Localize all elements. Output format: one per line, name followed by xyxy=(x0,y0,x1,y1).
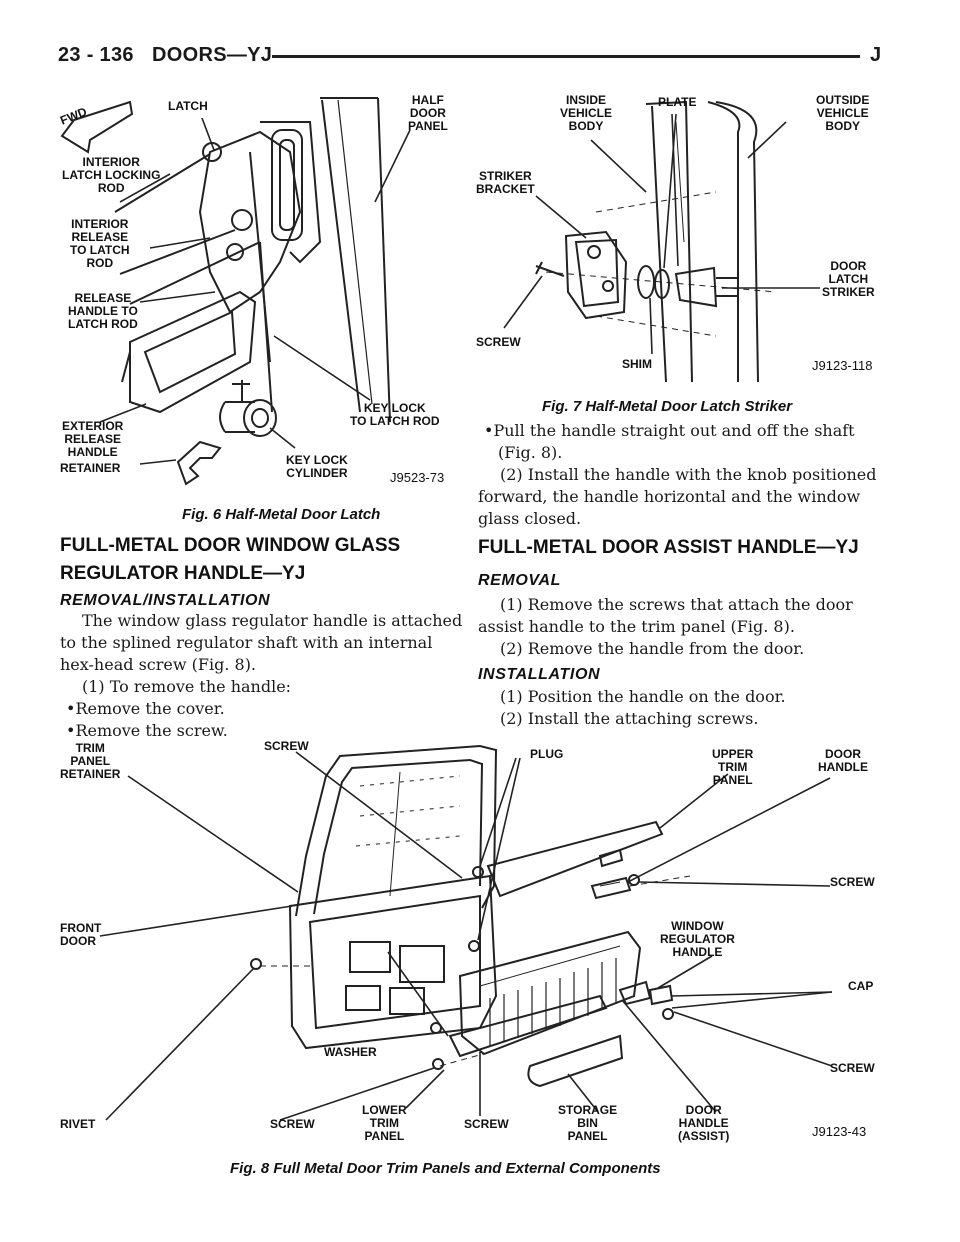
fig8-lower-trim-panel-label: LOWER TRIM PANEL xyxy=(362,1103,407,1143)
fig8-door-handle-assist-label: DOOR HANDLE (ASSIST) xyxy=(678,1103,730,1143)
fig8-cap-label: CAP xyxy=(848,979,874,993)
fig6-caption: Fig. 6 Half-Metal Door Latch xyxy=(182,506,381,523)
fig8-screw-right-1-label: SCREW xyxy=(830,875,875,889)
subheading-removal-installation: REMOVAL/INSTALLATION xyxy=(60,592,271,609)
regulator-handle-description xyxy=(60,610,464,742)
fig8-screw-bottom-1-label: SCREW xyxy=(270,1117,315,1131)
regulator-bullet3: •Pull the handle straight out and off the shaft (Fig. 8). xyxy=(484,421,855,462)
fig8-drawing xyxy=(60,736,880,1146)
fig6-release-handle-label: RELEASE HANDLE TO LATCH ROD xyxy=(68,291,138,331)
fig7-inside-vehicle-body-label: INSIDE VEHICLE BODY xyxy=(560,93,613,133)
regulator-para1: The window glass regulator handle is attached to the splined regulator shaft with an internal hex-head screw (Fig. 8). xyxy=(60,611,463,674)
figure-8 xyxy=(60,736,880,1146)
regulator-bullet1: •Remove the cover. xyxy=(66,699,225,718)
fig8-window-regulator-handle-label: WINDOW REGULATOR HANDLE xyxy=(660,919,735,959)
assist-install-step1: (1) Position the handle on the door. xyxy=(500,687,786,706)
fig6-retainer-label: RETAINER xyxy=(60,461,121,475)
regulator-continued xyxy=(478,420,882,530)
fig8-door-handle-label: DOOR HANDLE xyxy=(818,747,868,774)
assist-removal-step1: (1) Remove the screws that attach the door assist handle to the trim panel (Fig. 8). xyxy=(478,595,853,636)
fig6-half-door-panel-label: HALF DOOR PANEL xyxy=(408,93,448,133)
fig7-drawing xyxy=(476,92,900,384)
fig8-upper-trim-panel-label: UPPER TRIM PANEL xyxy=(712,747,754,787)
fig6-latch-label: LATCH xyxy=(168,99,208,113)
section-heading-regulator-handle: FULL-METAL DOOR WINDOW GLASS REGULATOR HANDLE—YJ xyxy=(60,535,401,584)
assist-removal-step2: (2) Remove the handle from the door. xyxy=(500,639,805,658)
section-heading-assist-handle: FULL-METAL DOOR ASSIST HANDLE—YJ xyxy=(478,537,859,558)
fig6-key-lock-cylinder-label: KEY LOCK CYLINDER xyxy=(286,453,348,480)
fig8-plug-label: PLUG xyxy=(530,747,564,761)
fig6-code: J9523-73 xyxy=(390,470,445,485)
fig7-striker-bracket-label: STRIKER BRACKET xyxy=(476,169,535,196)
fig8-trim-panel-retainer-label: TRIM PANEL RETAINER xyxy=(60,741,121,781)
figure-6 xyxy=(60,92,460,500)
fig8-screw-right-2-label: SCREW xyxy=(830,1061,875,1075)
fig6-interior-release-label: INTERIOR RELEASE TO LATCH ROD xyxy=(70,217,130,270)
fig7-door-latch-striker-label: DOOR LATCH STRIKER xyxy=(822,259,875,299)
fig7-plate-label: PLATE xyxy=(658,95,697,109)
fig7-outside-vehicle-body-label: OUTSIDE VEHICLE BODY xyxy=(816,93,870,133)
assist-removal-steps xyxy=(478,594,882,660)
fig6-fwd-label: FWD xyxy=(58,104,89,128)
brand-letter: J xyxy=(870,44,882,66)
fig7-code: J9123-118 xyxy=(812,358,873,373)
fig7-shim-label: SHIM xyxy=(622,357,652,371)
fig6-key-lock-to-latch-rod-label: KEY LOCK TO LATCH ROD xyxy=(350,401,440,428)
fig6-interior-latch-locking-rod-label: INTERIOR LATCH LOCKING ROD xyxy=(62,155,161,195)
fig7-caption: Fig. 7 Half-Metal Door Latch Striker xyxy=(542,398,793,415)
fig6-exterior-release-handle-label: EXTERIOR RELEASE HANDLE xyxy=(62,419,124,459)
fig8-rivet-label: RIVET xyxy=(60,1117,96,1131)
header-rule xyxy=(272,55,860,58)
figure-7 xyxy=(476,92,900,384)
fig8-code: J9123-43 xyxy=(812,1124,867,1139)
regulator-step1: (1) To remove the handle: xyxy=(82,677,292,696)
fig8-screw-top-label: SCREW xyxy=(264,739,309,753)
subheading-removal: REMOVAL xyxy=(478,572,562,589)
regulator-bullet2: •Remove the screw. xyxy=(66,721,228,740)
assist-install-steps xyxy=(478,686,882,730)
fig8-front-door-label: FRONT DOOR xyxy=(60,921,102,948)
fig8-caption: Fig. 8 Full Metal Door Trim Panels and External Components xyxy=(230,1160,661,1177)
fig8-storage-bin-panel-label: STORAGE BIN PANEL xyxy=(558,1103,618,1143)
fig7-screw-label: SCREW xyxy=(476,335,521,349)
fig8-washer-label: WASHER xyxy=(324,1045,377,1059)
fig8-screw-bottom-2-label: SCREW xyxy=(464,1117,509,1131)
regulator-step2: (2) Install the handle with the knob positioned forward, the handle horizontal and the window glass closed. xyxy=(478,465,877,528)
section-title: DOORS—YJ xyxy=(152,44,273,66)
assist-install-step2: (2) Install the attaching screws. xyxy=(500,709,759,728)
subheading-installation: INSTALLATION xyxy=(478,666,601,683)
page-number: 23 - 136 xyxy=(58,44,134,66)
